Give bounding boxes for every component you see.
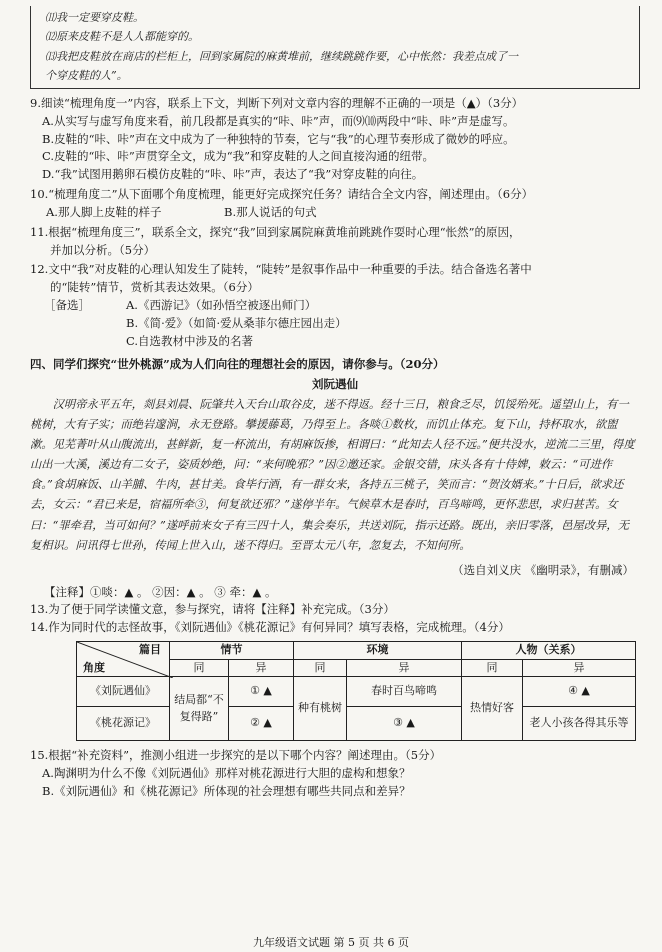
row-label-liuruan: 《刘阮遇仙》 [77,677,170,707]
subheader-same: 同 [294,659,347,677]
env-diff-2: ③ ▲ [347,707,462,741]
q12-alt-a: A.《西游记》（如孙悟空被逐出师门） [126,297,317,312]
comparison-table [76,641,636,741]
q12-alt-c: C.自选教材中涉及的名著 [126,333,254,348]
q9-stem: 9.细读“梳理角度一”内容，联系上下文，判断下列对文章内容的理解不正确的一项是（▲）（3分） [30,96,524,110]
char-diff-1: ④ ▲ [523,677,636,707]
classical-text: 汉明帝永平五年，剡县刘晨、阮肇共入天台山取谷皮，迷不得返。经十三日，粮食乏尽，饥馁殆死。遥望山上，有一桃树，大有子实；而绝岩邃涧，永无登路。攀援藤葛，乃得至上。各啖①数枚，而饥止体充。复下山，持杯取水，欲盥漱。见芜菁叶从山腹流出，甚鲜新，复一杯流出，有胡麻饭掺，相谓曰：“此知去人径不远。”便共没水，逆流二三里，得度山出一大溪，溪边有二女子，姿质妙绝，问：“来何晚邪？”因②邀还家。金银交错，床头各有十侍婢，敕云：“可进作食。”食胡麻饭、山羊脯、牛肉，甚甘美。食毕行酒，有一群女来，各持五三桃子，笑而言：“贺汝婿来。”十日后，欲求还去，女云：“君已来是，宿福所牵③，何复欲还邪？”遂停半年。气候草木是春时，百鸟啼鸣，更怀悲思，求归甚苦。女曰：“罪牵君，当可如何？”遂呼前来女子有三四十人，集会奏乐，共送刘阮，指示还路。既出，亲旧零落，邑屋改异，无复相识。问讯得七世孙，传闻上世入山，迷不得归。至晋太元八年，忽复去，不知何所。 [30,398,635,552]
env-diff-1: 春时百鸟啼鸣 [347,677,462,707]
subheader-diff: 异 [229,659,294,677]
excerpt-line: ⒀我把皮鞋放在商店的栏柜上，回到家属院的麻黄堆前，继续跳跳作要，心中怅然：我差点成了一 [45,49,518,63]
question-14: 14.作为同时代的志怪故事，《刘阮遇仙》《桃花源记》有何异同？填写表格，完成梳理。（4分） [30,620,510,635]
classical-title: 刘阮遇仙 [312,377,358,392]
header-characters: 人物（关系） [462,642,636,660]
q15-stem: 15.根据“补充资料”，推测小组进一步探究的是以下哪个内容？阐述理由。（5分） [30,748,442,762]
char-diff-2: 老人小孩各得其乐等 [523,707,636,741]
excerpt-box [30,6,640,89]
question-12 [30,261,640,350]
plot-same-cell: 结局都“不复得路” [170,677,229,741]
q15-option-b: B.《刘阮遇仙》和《桃花源记》所体现的社会理想有哪些共同点和差异？ [42,783,411,798]
header-plot: 情节 [170,642,294,660]
q9-option-c: C.皮鞋的“咔、咔”声贯穿全文，成为“我”和穿皮鞋的人之间直接沟通的纽带。 [42,149,435,164]
excerpt-line: 个穿皮鞋的人”。 [45,68,128,82]
subheader-diff: 异 [523,659,636,677]
q9-option-b: B.皮鞋的“咔、咔”声在文中成为了一种独特的节奏，它与“我”的心理节奏形成了微妙的呼应。 [42,131,515,146]
q12-line: 12.文中“我”对皮鞋的心理认知发生了陡转，“陡转”是叙事作品中一种重要的手法。结合备选名著中 [30,262,532,277]
q11-line: 11.根据“梳理角度三”，联系全文，探究“我”回到家属院麻黄堆前跳跳作耍时心理“怅然”的原因， [30,224,521,239]
corner-top-label: 篇目 [139,643,161,656]
section-4-heading: 四、同学们探究“世外桃源”成为人们向往的理想社会的原因，请你参与。（20分） [30,357,445,372]
page-footer: 九年级语文试题 第 5 页 共 6 页 [253,936,409,949]
env-same-cell: 种有桃树 [294,677,347,741]
q15-option-a: A.陶渊明为什么不像《刘阮遇仙》那样对桃花源进行大胆的虚构和想象？ [42,765,411,780]
subheader-same: 同 [462,659,523,677]
q12-alternatives [30,297,640,315]
q10-stem: 10.“梳理角度二”从下面哪个角度梳理，能更好完成探究任务？请结合全文内容，阐述理由。（6分） [30,187,534,202]
plot-diff-1: ① ▲ [229,677,294,707]
table-corner-cell [77,642,170,677]
q10-option-b: B.那人说话的句式 [224,204,317,219]
question-13: 13.为了便于同学读懂文意，参与探究，请将【注释】补充完成。（3分） [30,602,395,617]
q12-line: 的“陡转”情节，赏析其表达效果。（6分） [50,280,259,295]
classical-source: （选自刘义庆 《幽明录》，有删减） [452,562,634,577]
question-15 [30,747,640,800]
subheader-same: 同 [170,659,229,677]
q10-options [30,204,640,222]
excerpt-line: ⑾我一定要穿皮鞋。 [45,11,144,24]
q9-option-d: D.“我”试图用鹅卵石模仿皮鞋的“咔、咔”声，表达了“我”对穿皮鞋的向往。 [42,167,424,182]
q10-option-a: A.那人脚上皮鞋的样子 [46,204,162,219]
plot-diff-2: ② ▲ [229,707,294,741]
question-11 [30,224,640,260]
q12-alt-b: B.《简·爱》（如简·爱从桑菲尔德庄园出走） [126,315,347,330]
subheader-diff: 异 [347,659,462,677]
q12-alternatives-label: ［备选］ [44,297,90,312]
corner-bottom-label: 角度 [83,660,105,674]
header-environment: 环境 [294,642,462,660]
char-same-cell: 热情好客 [462,677,523,741]
question-10 [30,186,640,222]
annotation-line: 【注释】①啖：▲ 。 ②因：▲ 。 ③ 牵：▲ 。 [44,584,277,599]
question-9 [30,95,640,184]
q11-line: 并加以分析。（5分） [50,242,156,257]
row-label-taohuayuan: 《桃花源记》 [77,707,170,741]
q9-option-a: A.从实写与虚写角度来看，前几段都是真实的“咔、咔”声，而⑼⑽两段中“咔、咔”声是虚写。 [42,113,515,128]
excerpt-line: ⑿原来皮鞋不是人人都能穿的。 [45,30,199,44]
